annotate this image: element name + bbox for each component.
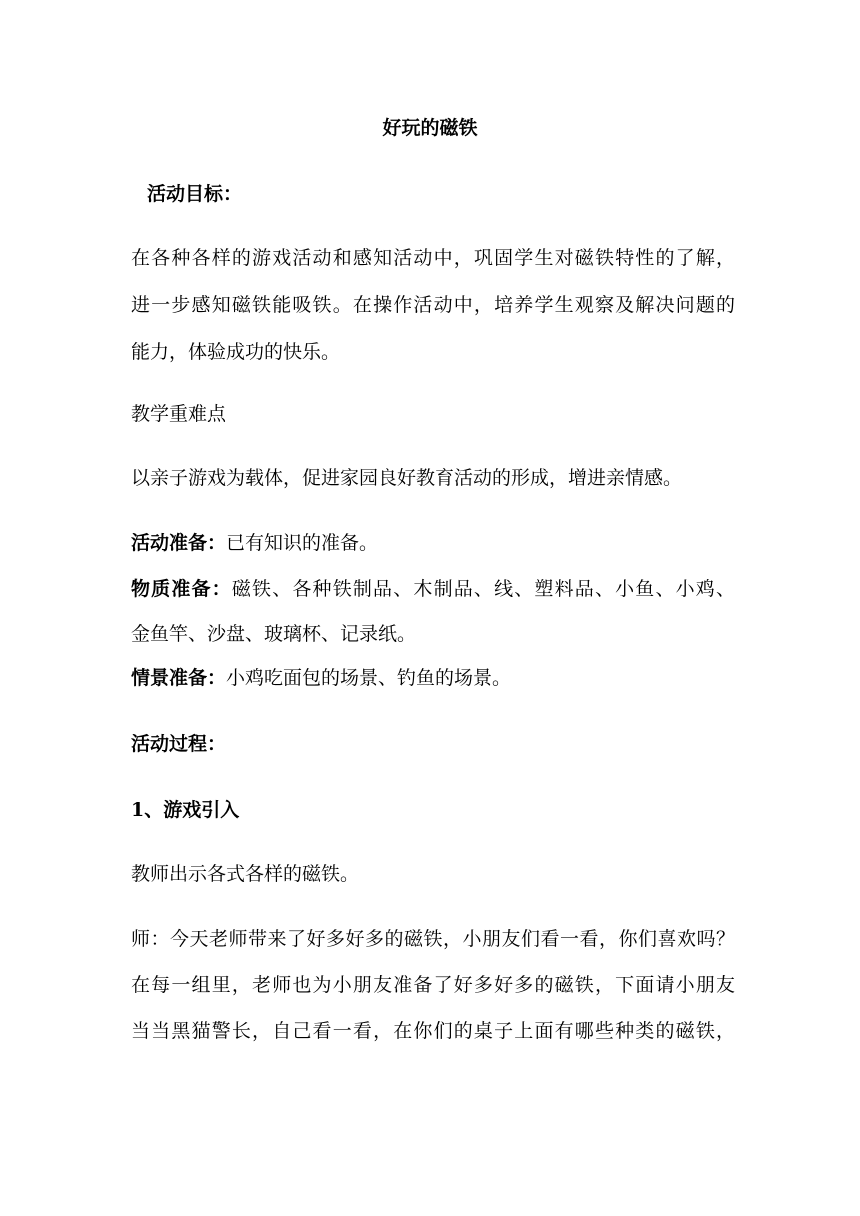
material-prep-text-1: 磁铁、各种铁制品、木制品、线、塑料品、小鱼、小鸡、 — [231, 578, 735, 600]
material-prep-line-2: 金鱼竿、沙盘、玻璃杯、记录纸。 — [131, 623, 417, 645]
dialogue-line-1: 师：今天老师带来了好多好多的磁铁，小朋友们看一看，你们喜欢吗？ — [131, 928, 735, 950]
scene-prep-label: 情景准备： — [131, 667, 227, 689]
scene-prep-text: 小鸡吃面包的场景、钓鱼的场景。 — [226, 667, 512, 689]
activity-prep-line — [131, 531, 378, 555]
document-title: 好玩的磁铁 — [382, 117, 478, 139]
objectives-line-1: 在各种各样的游戏活动和感知活动中，巩固学生对磁铁特性的了解， — [131, 247, 735, 269]
activity-prep-text: 已有知识的准备。 — [226, 532, 379, 554]
key-points-text: 以亲子游戏为载体，促进家园良好教育活动的形成，增进亲情感。 — [131, 467, 683, 489]
process-heading: 活动过程： — [131, 733, 227, 755]
material-prep-label: 物质准备： — [131, 578, 232, 600]
activity-prep-label: 活动准备： — [131, 532, 227, 554]
key-points-heading: 教学重难点 — [131, 403, 227, 425]
scene-prep-line — [131, 666, 511, 690]
objectives-line-3: 能力，体验成功的快乐。 — [131, 341, 341, 363]
dialogue-line-3: 当当黑猫警长，自己看一看，在你们的桌子上面有哪些种类的磁铁， — [131, 1020, 735, 1042]
material-prep-line-1 — [131, 577, 735, 601]
step1-text: 教师出示各式各样的磁铁。 — [131, 863, 360, 885]
objectives-line-2: 进一步感知磁铁能吸铁。在操作活动中，培养学生观察及解决问题的 — [131, 294, 735, 316]
step1-heading: 1、游戏引入 — [131, 799, 240, 821]
objectives-heading: 活动目标： — [147, 183, 243, 205]
dialogue-line-2: 在每一组里，老师也为小朋友准备了好多好多的磁铁，下面请小朋友 — [131, 974, 735, 996]
